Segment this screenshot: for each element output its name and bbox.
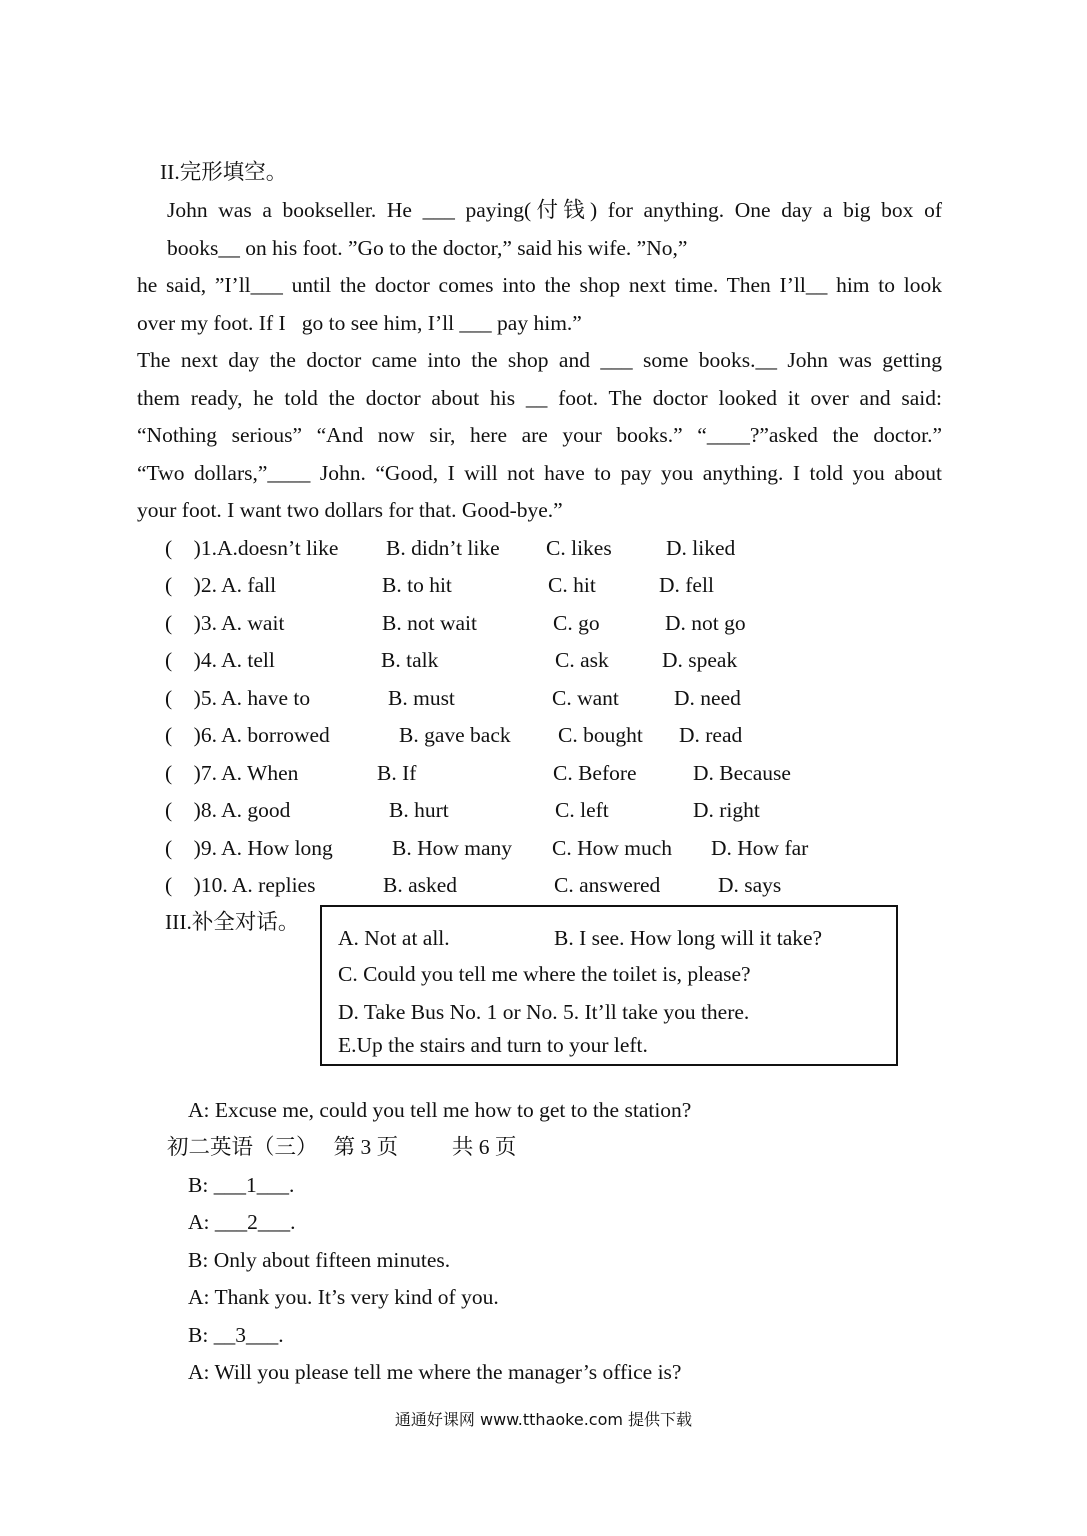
option-b: B. How many bbox=[392, 836, 513, 860]
option-d: D. not go bbox=[665, 611, 746, 635]
box-option-e: E.Up the stairs and turn to your left. bbox=[338, 1033, 648, 1057]
option-d: D. read bbox=[679, 723, 743, 747]
passage-line: them ready, he told the doctor about his __ foot. The doctor looked it over and said: bbox=[137, 386, 942, 410]
dialogue-line: B: __3___. bbox=[188, 1323, 284, 1347]
option-d: D. fell bbox=[659, 573, 714, 597]
dialogue-line: A: Excuse me, could you tell me how to get to the station? bbox=[188, 1098, 692, 1122]
passage-line: he said, ”I’ll___ until the doctor comes into the shop next time. Then I’ll__ him to look bbox=[137, 273, 942, 297]
option-b: B. must bbox=[388, 686, 455, 710]
question-number-option-a: ( )10. A. replies bbox=[165, 873, 316, 897]
section-heading: III.补全对话。 bbox=[165, 910, 300, 934]
option-b: B. not wait bbox=[382, 611, 477, 635]
option-d: D. Because bbox=[693, 761, 791, 785]
option-c: C. bought bbox=[558, 723, 643, 747]
dialogue-line: A: Will you please tell me where the manager’s office is? bbox=[188, 1360, 682, 1384]
question-number-option-a: ( )7. A. When bbox=[165, 761, 299, 785]
option-c: C. likes bbox=[546, 536, 612, 560]
question-number-option-a: ( )9. A. How long bbox=[165, 836, 333, 860]
question-number-option-a: ( )4. A. tell bbox=[165, 648, 275, 672]
passage-line: books__ on his foot. ”Go to the doctor,” said his wife. ”No,” bbox=[167, 236, 688, 260]
box-option-d: D. Take Bus No. 1 or No. 5. It’ll take you there. bbox=[338, 1000, 750, 1024]
passage-line: your foot. I want two dollars for that. Good-bye.” bbox=[137, 498, 563, 522]
question-number-option-a: ( )3. A. wait bbox=[165, 611, 285, 635]
option-c: C. How much bbox=[552, 836, 673, 860]
option-d: D. says bbox=[718, 873, 782, 897]
passage-line: John was a bookseller. He ___ paying(付钱) for anything. One day a big box of bbox=[167, 198, 942, 222]
option-d: D. speak bbox=[662, 648, 738, 672]
page-footer: 通通好课网 www.tthaoke.com 提供下载 bbox=[394, 1410, 693, 1429]
dialogue-line: A: ___2___. bbox=[188, 1210, 296, 1234]
question-number-option-a: ( )2. A. fall bbox=[165, 573, 277, 597]
option-d: D. need bbox=[674, 686, 741, 710]
box-option-b: B. I see. How long will it take? bbox=[554, 926, 823, 950]
option-b: B. hurt bbox=[389, 798, 449, 822]
option-c: C. Before bbox=[553, 761, 637, 785]
options-box bbox=[320, 905, 898, 1066]
option-b: B. If bbox=[377, 761, 417, 785]
page-marker: 初二英语（三） 第 3 页 共 6 页 bbox=[167, 1135, 517, 1159]
passage-line: over my foot. If I go to see him, I’ll ___ pay him.” bbox=[137, 311, 582, 335]
option-b: B. to hit bbox=[382, 573, 452, 597]
option-b: B. gave back bbox=[399, 723, 511, 747]
option-d: D. How far bbox=[711, 836, 809, 860]
passage-line: The next day the doctor came into the shop and ___ some books.__ John was getting bbox=[137, 348, 942, 372]
passage-line: “Nothing serious” “And now sir, here are your books.” “____?”asked the doctor.” bbox=[137, 423, 942, 447]
question-number-option-a: ( )1.A.doesn’t like bbox=[165, 536, 339, 560]
dialogue-line: B: Only about fifteen minutes. bbox=[188, 1248, 451, 1272]
dialogue-line: B: ___1___. bbox=[188, 1173, 295, 1197]
option-b: B. didn’t like bbox=[386, 536, 500, 560]
option-c: C. want bbox=[552, 686, 619, 710]
box-option-a: A. Not at all. bbox=[338, 926, 450, 950]
question-number-option-a: ( )5. A. have to bbox=[165, 686, 311, 710]
question-number-option-a: ( )8. A. good bbox=[165, 798, 291, 822]
option-b: B. asked bbox=[383, 873, 458, 897]
dialogue-line: A: Thank you. It’s very kind of you. bbox=[188, 1285, 499, 1309]
box-option-c: C. Could you tell me where the toilet is, please? bbox=[338, 962, 751, 986]
option-d: D. liked bbox=[666, 536, 736, 560]
option-d: D. right bbox=[693, 798, 760, 822]
question-number-option-a: ( )6. A. borrowed bbox=[165, 723, 330, 747]
option-c: C. hit bbox=[548, 573, 596, 597]
option-c: C. ask bbox=[555, 648, 609, 672]
passage-line: “Two dollars,”____ John. “Good, I will not have to pay you anything. I told you about bbox=[137, 461, 942, 485]
option-c: C. go bbox=[553, 611, 600, 635]
section-heading: II.完形填空。 bbox=[160, 160, 288, 184]
option-c: C. answered bbox=[554, 873, 661, 897]
option-c: C. left bbox=[555, 798, 609, 822]
option-b: B. talk bbox=[381, 648, 439, 672]
